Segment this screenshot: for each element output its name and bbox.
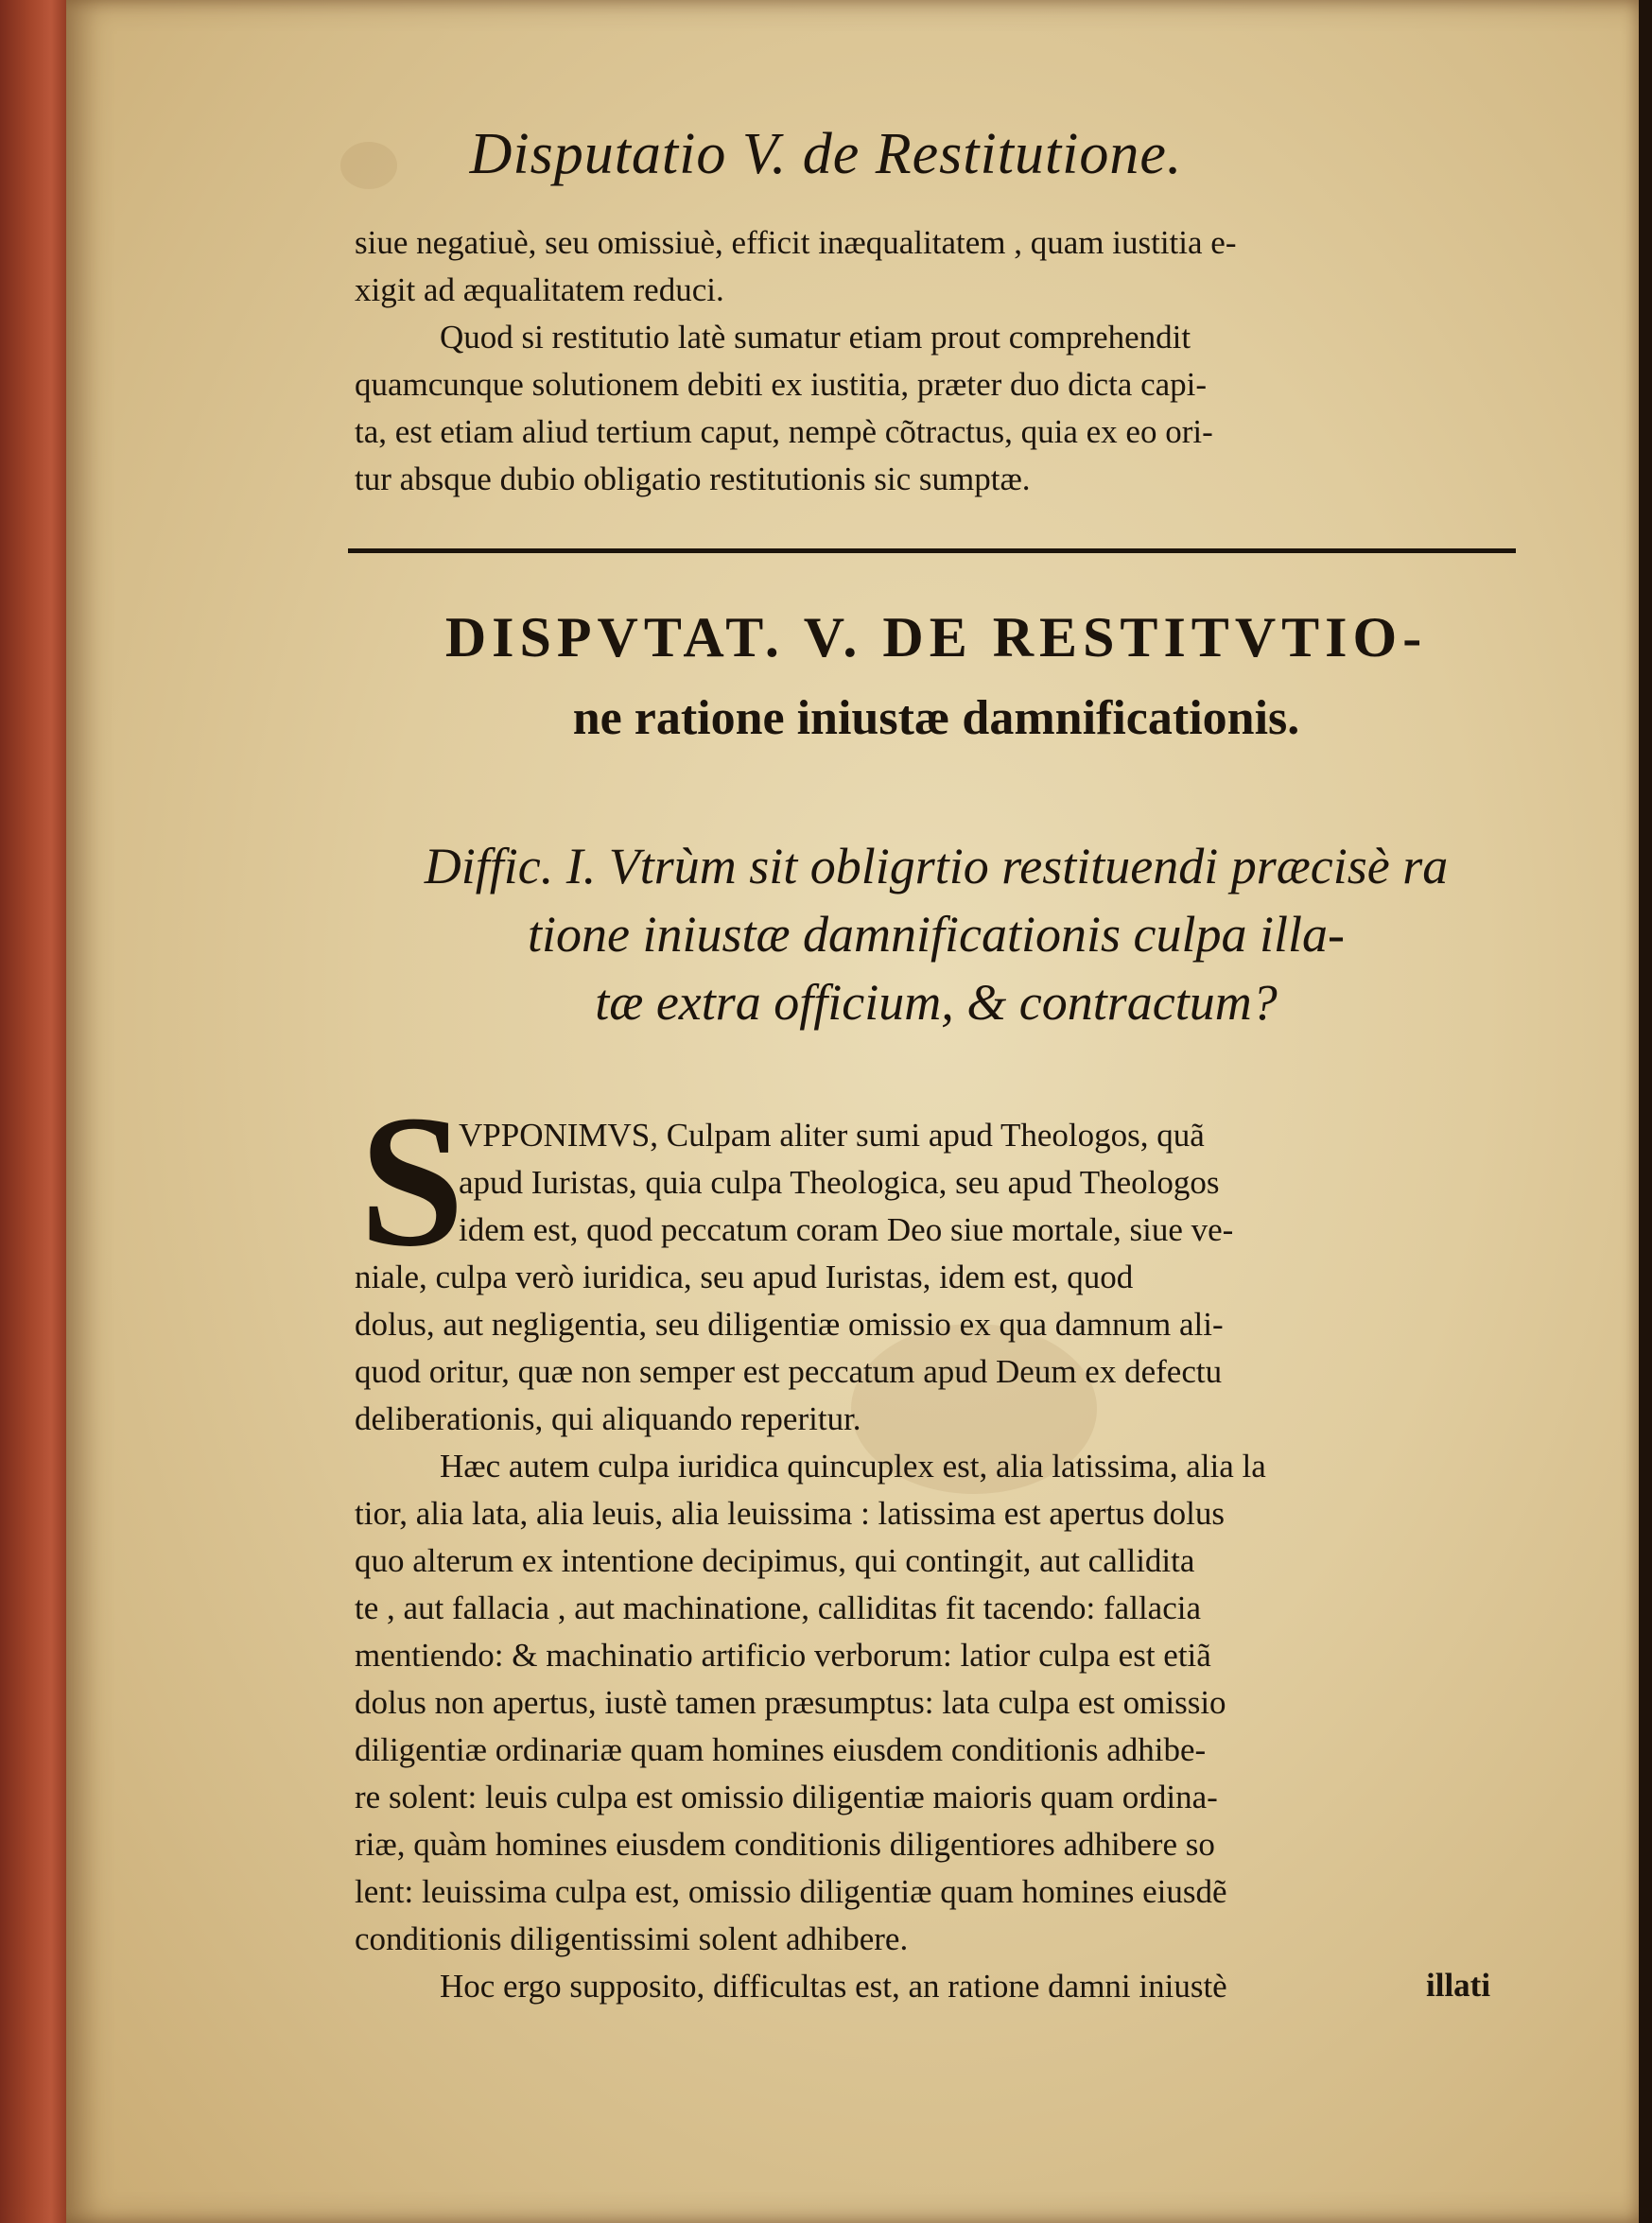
text-line: tur absque dubio obligatio restitutionis sic sumptæ.	[355, 460, 1031, 497]
main-paragraph	[355, 1112, 1527, 2010]
text-line: te , aut fallacia , aut machinatione, calliditas fit tacendo: fallacia	[355, 1589, 1201, 1626]
text-line: riæ, quàm homines eiusdem conditionis diligentiores adhibere so	[355, 1826, 1215, 1863]
difficulty-subheading	[350, 832, 1522, 1036]
section-heading: DISPVTAT. V. DE RESTITVTIO-	[444, 606, 1428, 669]
text-line: quo alterum ex intentione decipimus, qui contingit, aut callidita	[355, 1542, 1195, 1579]
text-line: Hoc ergo supposito, difficultas est, an ratione damni iniustè	[440, 1968, 1227, 2005]
text-line: conditionis diligentissimi solent adhibere.	[355, 1920, 909, 1957]
top-paragraph	[355, 219, 1527, 503]
subheading-line: tione iniustæ damnificationis culpa illa-	[528, 906, 1345, 963]
drop-cap: S	[359, 1077, 465, 1286]
subheading-line: tæ extra officium, & contractum?	[595, 974, 1278, 1031]
text-line: ta, est etiam aliud tertium caput, nempè cõtractus, quia ex eo ori-	[355, 413, 1213, 450]
text-line: quod oritur, quæ non semper est peccatum apud Deum ex defectu	[355, 1353, 1223, 1390]
page-shadow	[1639, 0, 1652, 2223]
text-line: lent: leuissima culpa est, omissio diligentiæ quam homines eiusdẽ	[355, 1873, 1227, 1910]
section-rule	[348, 548, 1516, 553]
text-line: dolus non apertus, iustè tamen præsumptus: lata culpa est omissio	[355, 1684, 1226, 1721]
text-line: deliberationis, qui aliquando reperitur.	[355, 1400, 861, 1437]
text-line: mentiendo: & machinatio artificio verborum: latior culpa est etiã	[355, 1637, 1211, 1674]
text-line: diligentiæ ordinariæ quam homines eiusdem conditionis adhibe-	[355, 1731, 1207, 1768]
text-line: Quod si restitutio latè sumatur etiam prout comprehendit	[440, 319, 1191, 356]
text-line: re solent: leuis culpa est omissio diligentiæ maioris quam ordina-	[355, 1779, 1218, 1815]
text-line: Hæc autem culpa iuridica quincuplex est, alia latissima, alia la	[440, 1448, 1266, 1485]
text-line: siue negatiuè, seu omissiuè, efficit inæqualitatem , quam iustitia e-	[355, 224, 1237, 261]
text-line: idem est, quod peccatum coram Deo siue mortale, siue ve-	[459, 1211, 1234, 1248]
text-line: dolus, aut negligentia, seu diligentiæ omissio ex qua damnum ali-	[355, 1306, 1224, 1343]
subheading-line: Diffic. I. Vtrùm sit obligrtio restituendi præcisè ra	[424, 838, 1449, 894]
catchword: illati	[1426, 1967, 1491, 2004]
text-line: quamcunque solutionem debiti ex iustitia, præter duo dicta capi-	[355, 366, 1208, 403]
text-line: niale, culpa verò iuridica, seu apud Iuristas, idem est, quod	[355, 1259, 1134, 1295]
text-line: tior, alia lata, alia leuis, alia leuissima : latissima est apertus dolus	[355, 1495, 1226, 1532]
text-line: xigit ad æqualitatem reduci.	[355, 271, 724, 308]
text-line: apud Iuristas, quia culpa Theologica, seu apud Theologos	[459, 1164, 1220, 1201]
running-head: Disputatio V. de Restitutione.	[469, 122, 1183, 186]
section-heading-continued: ne ratione iniustæ damnificationis.	[572, 691, 1300, 745]
text-line: VPPONIMVS, Culpam aliter sumi apud Theologos, quã	[459, 1117, 1205, 1154]
